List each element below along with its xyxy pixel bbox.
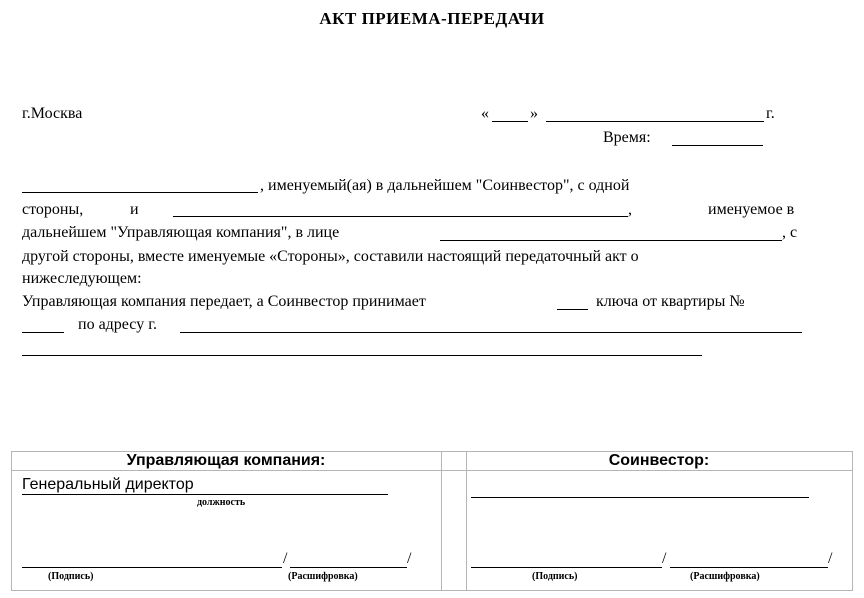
- body-line-3: дальнейшем "Управляющая компания", в лице: [22, 224, 340, 241]
- month-year-blank[interactable]: [546, 121, 764, 122]
- position-caption: должность: [197, 497, 246, 508]
- address-blank-2[interactable]: [22, 355, 702, 356]
- right-signature-caption: (Подпись): [532, 571, 578, 582]
- time-blank[interactable]: [672, 145, 763, 146]
- left-separator-end: /: [407, 550, 412, 567]
- left-signature-caption: (Подпись): [48, 571, 94, 582]
- city: г.Москва: [22, 105, 83, 122]
- management-company-header: Управляющая компания:: [126, 452, 326, 469]
- body-line-6b: ключа от квартиры №: [596, 293, 745, 310]
- body-line-2c: ,: [628, 201, 632, 218]
- body-line-6a: Управляющая компания передает, а Соинвестор принимает: [22, 293, 426, 310]
- time-label: Время:: [603, 129, 651, 146]
- right-separator-end: /: [828, 550, 833, 567]
- coinvestor-name-sign-blank[interactable]: [471, 497, 809, 498]
- year-suffix: г.: [766, 105, 775, 122]
- document-title: АКТ ПРИЕМА-ПЕРЕДАЧИ: [319, 9, 545, 28]
- right-separator: /: [662, 550, 667, 567]
- left-decoding-blank[interactable]: [290, 567, 407, 568]
- right-decoding-blank[interactable]: [670, 567, 828, 568]
- body-line-3-end: , с: [782, 224, 798, 241]
- date-quote-open: «: [481, 105, 489, 122]
- left-separator: /: [283, 550, 288, 567]
- body-line-2a: стороны,: [22, 201, 84, 218]
- coinvestor-name-blank[interactable]: [22, 192, 258, 193]
- representative-blank[interactable]: [440, 240, 782, 241]
- body-line-1: , именуемый(ая) в дальнейшем "Соинвестор", с одной: [260, 177, 630, 194]
- right-signature-blank[interactable]: [471, 567, 662, 568]
- body-line-7: по адресу г.: [78, 316, 157, 333]
- left-signature-blank[interactable]: [22, 567, 282, 568]
- date-quote-close: »: [530, 105, 538, 122]
- body-line-4: другой стороны, вместе именуемые «Стороны», составили настоящий передаточный акт о: [22, 248, 639, 265]
- position-value: Генеральный директор: [22, 476, 194, 493]
- address-blank[interactable]: [180, 332, 802, 333]
- body-line-2b: и: [130, 201, 139, 218]
- left-decoding-caption: (Расшифровка): [288, 571, 358, 582]
- position-blank[interactable]: [22, 494, 388, 495]
- body-line-5: нижеследующем:: [22, 270, 142, 287]
- day-blank[interactable]: [492, 121, 528, 122]
- company-name-blank[interactable]: [173, 216, 628, 217]
- right-decoding-caption: (Расшифровка): [690, 571, 760, 582]
- body-line-2d: именуемое в: [708, 201, 795, 218]
- keys-count-blank[interactable]: [557, 309, 588, 310]
- apartment-number-blank[interactable]: [22, 332, 64, 333]
- coinvestor-header: Соинвестор:: [608, 452, 710, 469]
